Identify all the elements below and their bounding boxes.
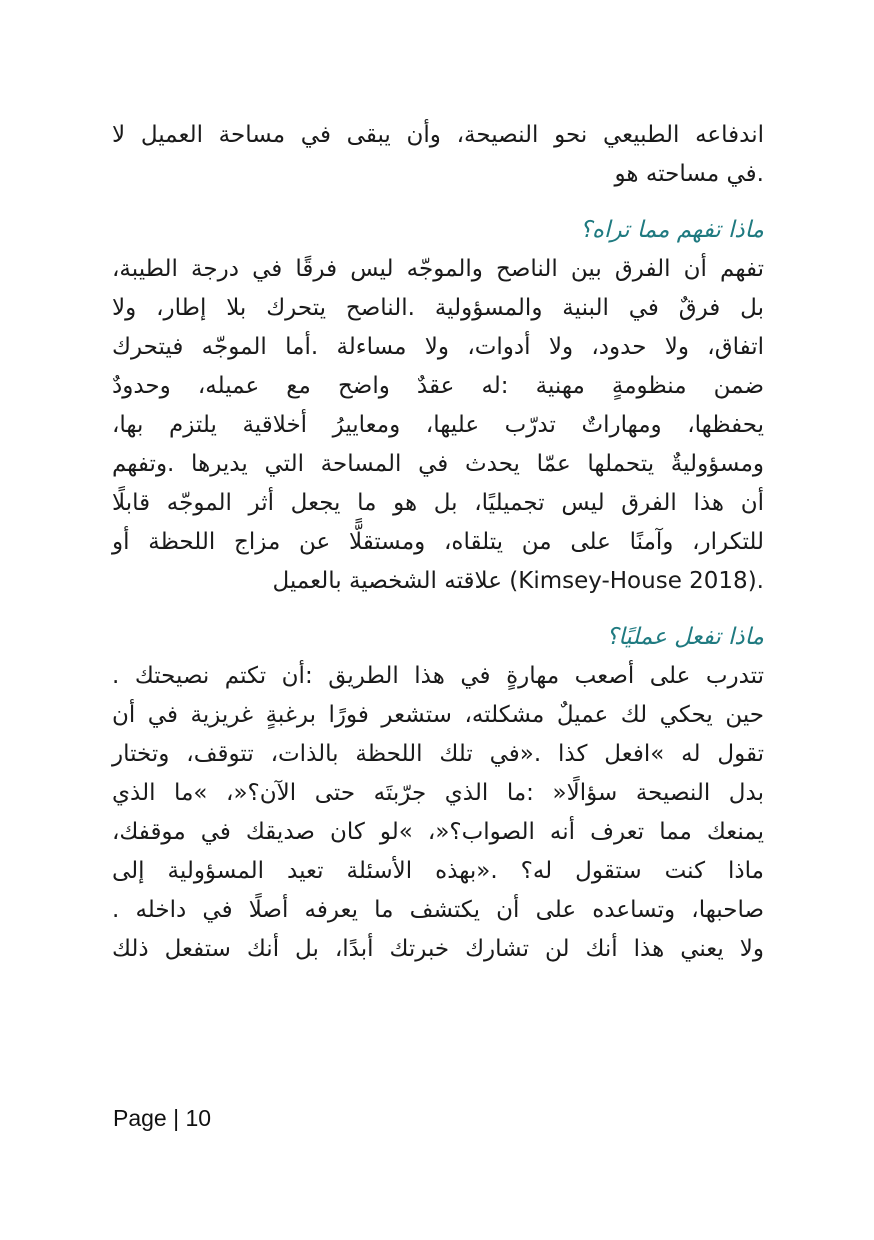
paragraph-3 (112, 657, 764, 969)
text-line: حين يحكي لك عميلٌ مشكلته، ستشعر فورًا برغبةٍ غريزية في أن (112, 702, 764, 728)
text-line: تقول له »افعل كذا .«في تلك اللحظة بالذات، تتوقف، وتختار (112, 741, 764, 767)
page-body (112, 112, 764, 969)
text-line: تفهم أن الفرق بين الناصح والموجّه ليس فرقًا في درجة الطيبة، (112, 256, 764, 282)
text-line: اندفاعه الطبيعي نحو النصيحة، وأن يبقى في مساحة العميل لا (112, 122, 764, 148)
text-line: للتكرار، وآمنًا على من يتلقاه، ومستقلًّا عن مزاج اللحظة أو (112, 529, 764, 555)
section-heading-understand: ماذا تفهم مما تراه؟ (579, 217, 764, 243)
paragraph-2 (112, 250, 764, 601)
text-line: ومسؤوليةٌ يتحملها عمّا يحدث في المساحة التي يديرها .وتفهم (112, 451, 764, 477)
text-line: بل فرقٌ في البنية والمسؤولية .الناصح يتحرك بلا إطار، ولا (112, 295, 764, 321)
text-line: ضمن منظومةٍ مهنية :له عقدٌ واضح مع عميله، وحدودٌ (112, 373, 764, 399)
text-line: تتدرب على أصعب مهارةٍ في هذا الطريق :أن تكتم نصيحتك . (112, 663, 764, 689)
text-line: يمنعك مما تعرف أنه الصواب؟«، »لو كان صديقك في موقفك، (112, 819, 764, 845)
text-line: صاحبها، وتساعده على أن يكتشف ما يعرفه أصلًا في داخله . (112, 897, 764, 923)
text-line: ماذا كنت ستقول له؟ .«بهذه الأسئلة تعيد المسؤولية إلى (112, 858, 764, 884)
text-line: ولا يعني هذا أنك لن تشارك خبرتك أبدًا، بل أنك ستفعل ذلك (112, 936, 764, 962)
text-line: أن هذا الفرق ليس تجميليًا، بل هو ما يجعل أثر الموجّه قابلًا (112, 490, 764, 516)
page-number: Page | 10 (113, 1105, 212, 1131)
text-line: .(Kimsey-House 2018) علاقته الشخصية بالعميل (272, 568, 764, 594)
text-line: بدل النصيحة سؤالًا« :ما الذي جرّبتَه حتى الآن؟«، »ما الذي (112, 780, 764, 806)
text-line: يحفظها، ومهاراتٌ تدرّب عليها، ومعاييرُ أخلاقية يلتزم بها، (112, 412, 764, 438)
text-line: .في مساحته هو (614, 161, 764, 187)
section-heading-practice: ماذا تفعل عمليًا؟ (606, 624, 764, 650)
text-line: اتفاق، ولا حدود، ولا أدوات، ولا مساءلة .أما الموجّه فيتحرك (112, 334, 764, 360)
paragraph-1 (112, 116, 764, 194)
